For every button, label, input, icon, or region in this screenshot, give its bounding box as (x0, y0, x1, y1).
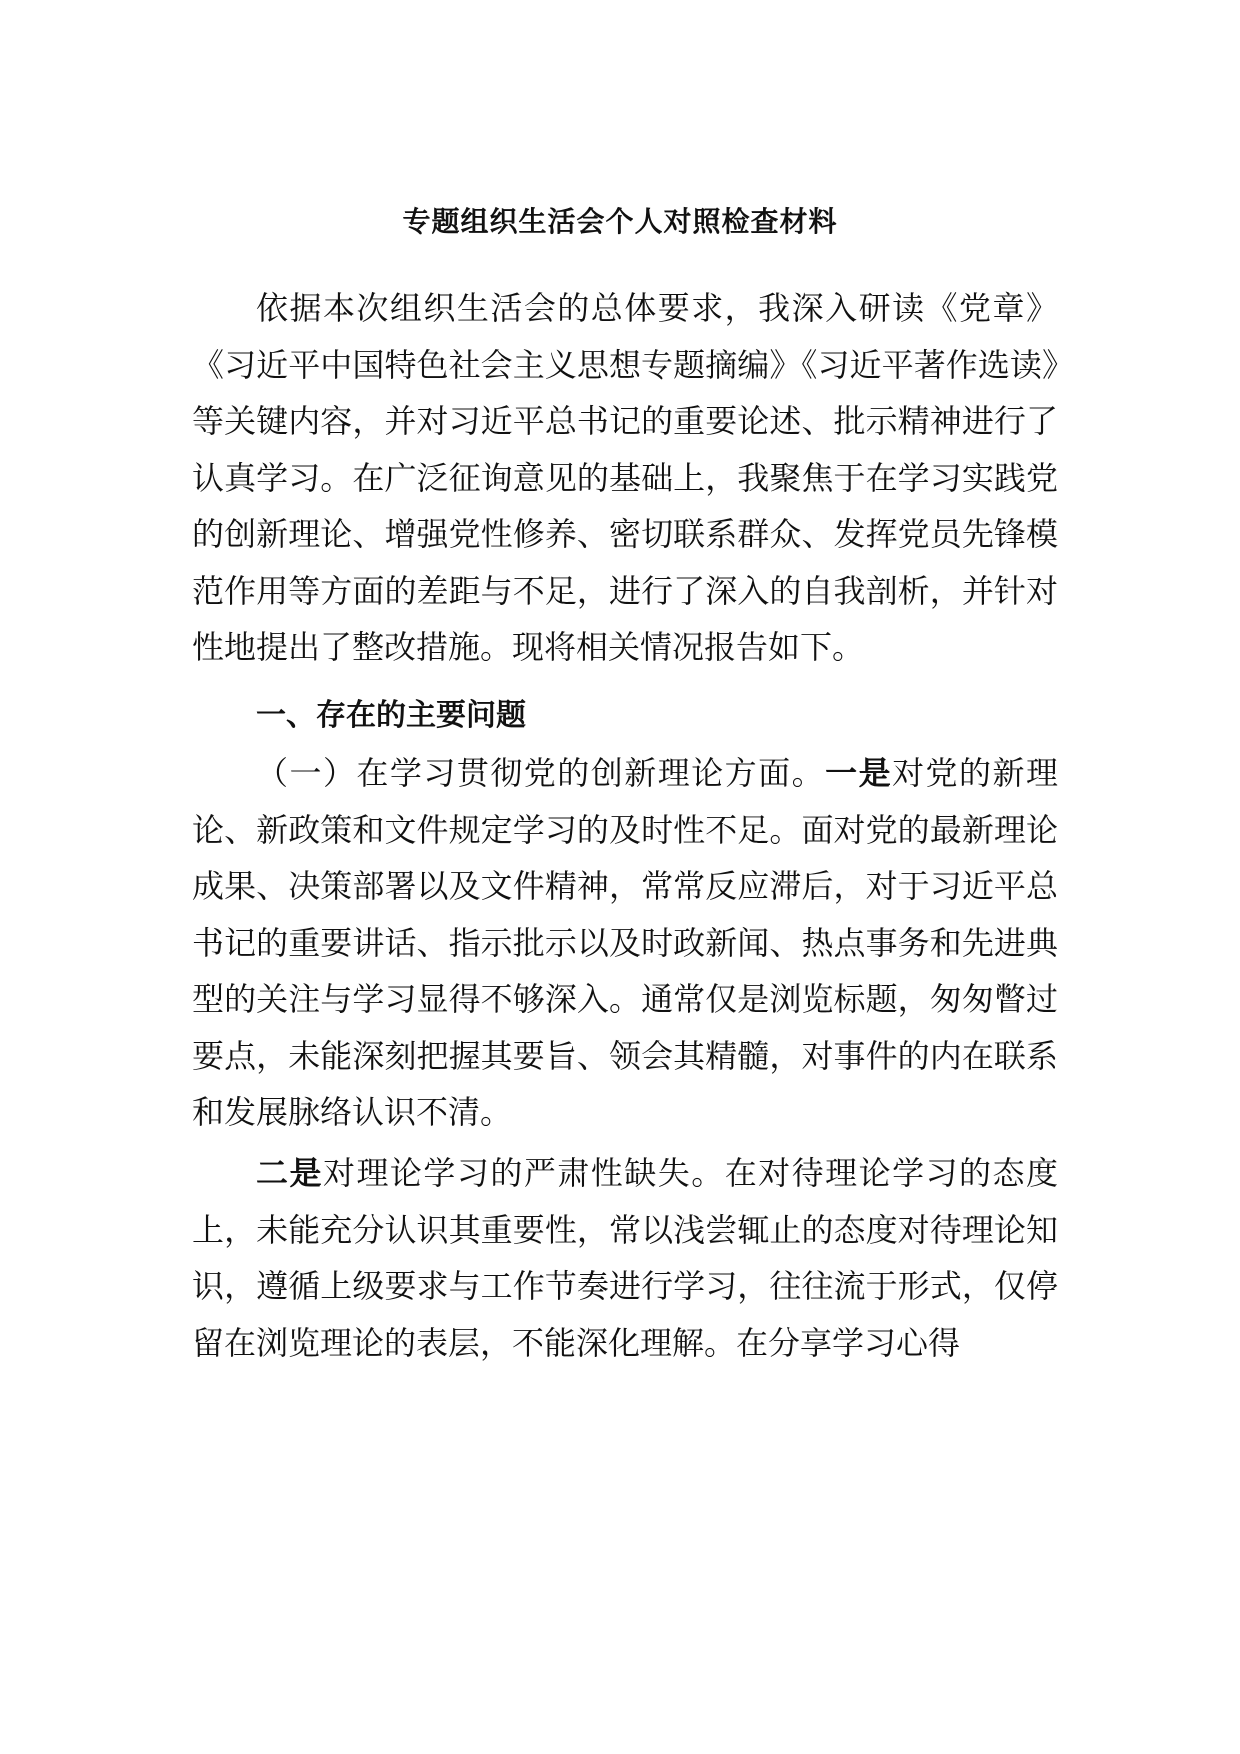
point-2-label: 二是 (256, 1154, 323, 1192)
point-1-label: 一是 (825, 754, 893, 792)
subsection-label: （一）在学习贯彻党的创新理论方面。 (256, 754, 826, 792)
document-title: 专题组织生活会个人对照检查材料 (402, 205, 838, 238)
problem-paragraph-1 (192, 745, 1058, 1141)
intro-paragraph: 依据本次组织生活会的总体要求，我深入研读《党章》《习近平中国特色社会主义思想专题摘编》《习近平著作选读》等关键内容，并对习近平总书记的重要论述、批示精神进行了认真学习。在广泛征询意见的基础上，我聚焦于在学习实践党的创新理论、增强党性修养、密切联系群众、发挥党员先锋模范作用等方面的差距与不足，进行了深入的自我剖析，并针对性地提出了整改措施。现将相关情况报告如下。 (192, 289, 1058, 666)
problem-paragraph-2 (192, 1145, 1058, 1371)
section-heading-problems: 一、存在的主要问题 (256, 698, 526, 733)
point-1-text: 对党的新理论、新政策和文件规定学习的及时性不足。面对党的最新理论成果、决策部署以及文件精神，常常反应滞后，对于习近平总书记的重要讲话、指示批示以及时政新闻、热点事务和先进典型的关注与学习显得不够深入。通常仅是浏览标题，匆匆瞥过要点，未能深刻把握其要旨、领会其精髓，对事件的内在联系和发展脉络认识不清。 (192, 754, 1058, 1131)
point-2-text: 对理论学习的严肃性缺失。在对待理论学习的态度上，未能充分认识其重要性，常以浅尝辄止的态度对待理论知识，遵循上级要求与工作节奏进行学习，往往流于形式，仅停留在浏览理论的表层，不能深化理解。在分享学习心得 (192, 1154, 1058, 1362)
